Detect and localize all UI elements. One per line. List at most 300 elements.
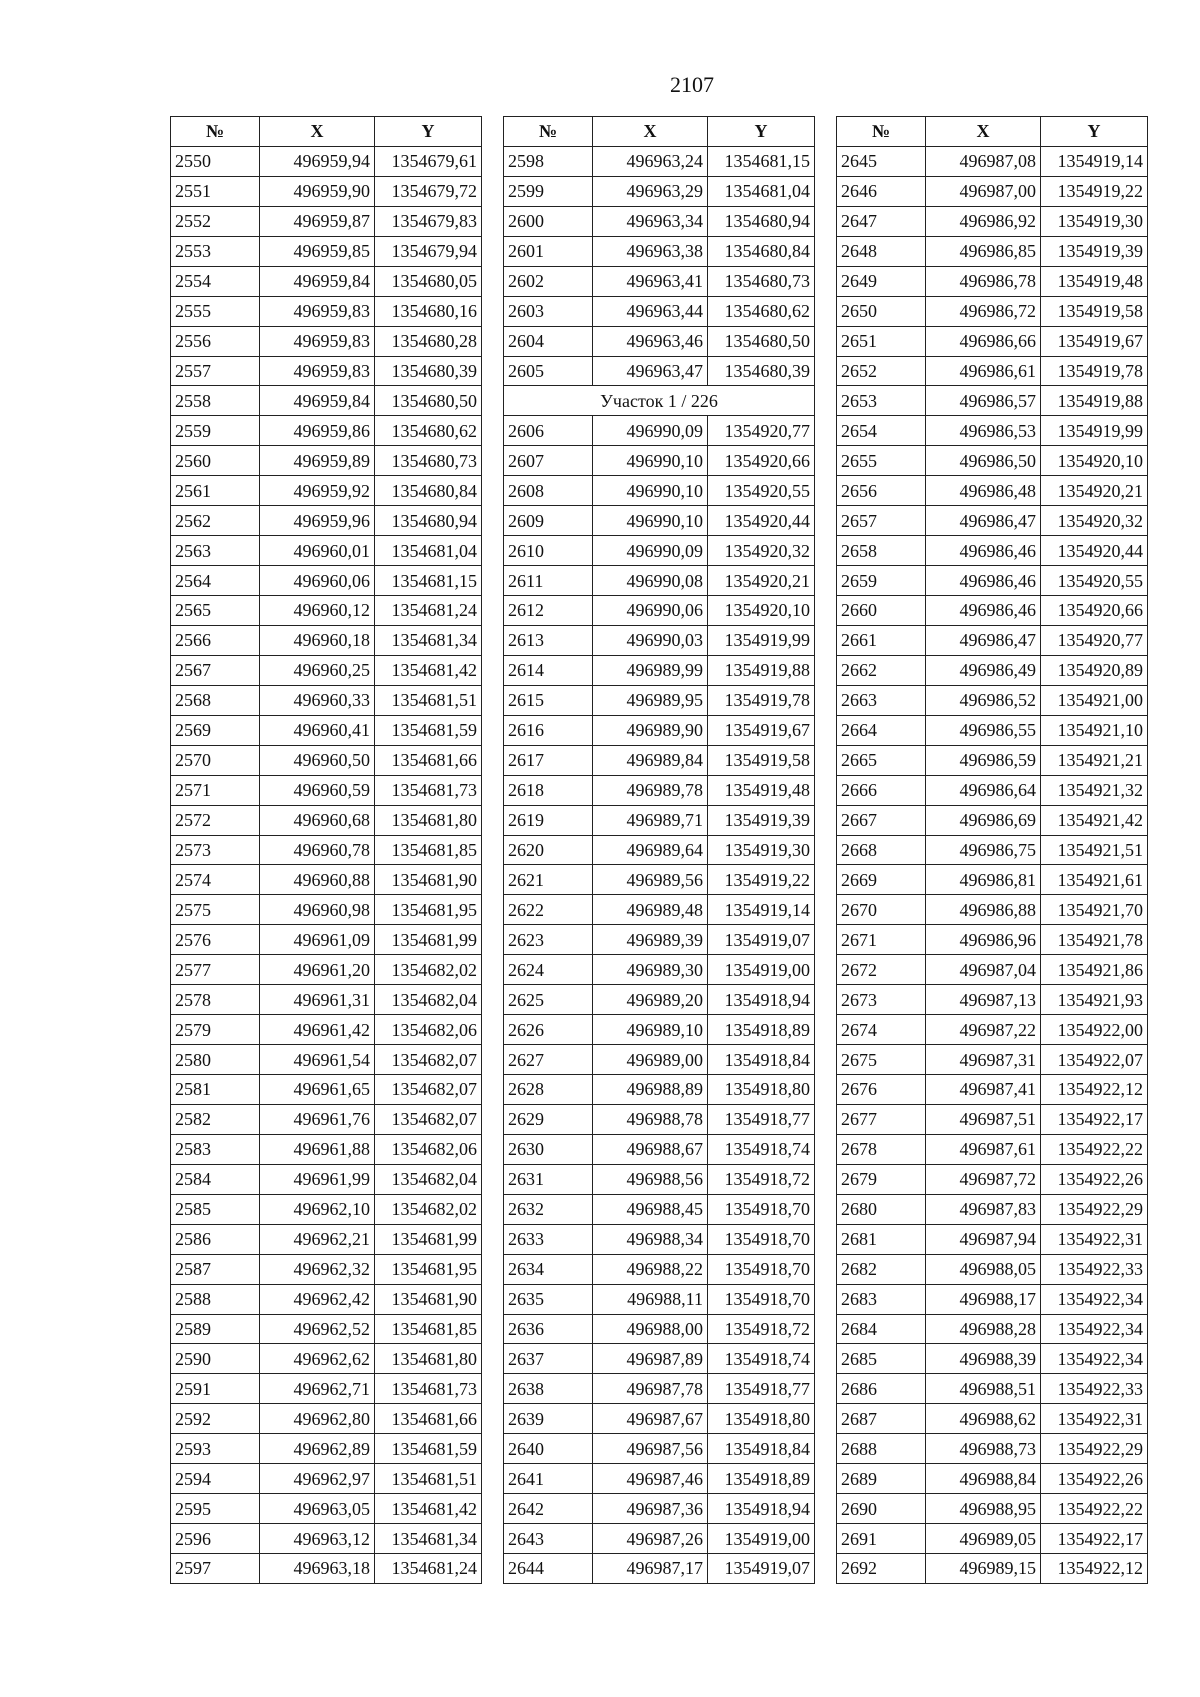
x-coordinate: 496988,22 [593,1254,708,1284]
table-row [171,955,482,985]
y-coordinate: 1354922,07 [1041,1045,1148,1075]
x-coordinate: 496988,62 [926,1404,1041,1434]
header-y: Y [1041,117,1148,147]
point-number: 2655 [837,446,926,476]
table-row [837,1015,1148,1045]
x-coordinate: 496986,66 [926,326,1041,356]
point-number: 2689 [837,1464,926,1494]
table-row [171,1344,482,1374]
y-coordinate: 1354919,14 [708,895,815,925]
point-number: 2625 [504,985,593,1015]
y-coordinate: 1354919,48 [708,775,815,805]
x-coordinate: 496986,47 [926,506,1041,536]
table-row [837,236,1148,266]
table-row [837,446,1148,476]
point-number: 2556 [171,326,260,356]
point-number: 2582 [171,1104,260,1134]
x-coordinate: 496988,84 [926,1464,1041,1494]
point-number: 2586 [171,1224,260,1254]
point-number: 2639 [504,1404,593,1434]
x-coordinate: 496959,86 [260,416,375,446]
y-coordinate: 1354681,42 [375,655,482,685]
y-coordinate: 1354918,74 [708,1344,815,1374]
y-coordinate: 1354922,31 [1041,1224,1148,1254]
x-coordinate: 496963,05 [260,1494,375,1524]
table-row [171,416,482,446]
point-number: 2562 [171,506,260,536]
y-coordinate: 1354681,95 [375,1254,482,1284]
x-coordinate: 496987,31 [926,1045,1041,1075]
point-number: 2627 [504,1045,593,1075]
point-number: 2670 [837,895,926,925]
point-number: 2657 [837,506,926,536]
y-coordinate: 1354681,99 [375,1224,482,1254]
table-row [171,1284,482,1314]
x-coordinate: 496987,17 [593,1554,708,1584]
point-number: 2676 [837,1075,926,1105]
y-coordinate: 1354922,31 [1041,1404,1148,1434]
point-number: 2662 [837,655,926,685]
table-row [837,1284,1148,1314]
x-coordinate: 496961,20 [260,955,375,985]
table-row [504,865,815,895]
x-coordinate: 496988,51 [926,1374,1041,1404]
table-row [504,1344,815,1374]
table-row [504,1284,815,1314]
point-number: 2574 [171,865,260,895]
y-coordinate: 1354682,06 [375,1134,482,1164]
point-number: 2667 [837,805,926,835]
x-coordinate: 496986,72 [926,296,1041,326]
coordinates-table-1 [170,116,482,1584]
x-coordinate: 496960,01 [260,536,375,566]
table-row [504,1075,815,1105]
table-row [171,1464,482,1494]
y-coordinate: 1354681,34 [375,625,482,655]
y-coordinate: 1354920,32 [708,536,815,566]
y-coordinate: 1354681,15 [375,566,482,596]
point-number: 2668 [837,835,926,865]
point-number: 2644 [504,1554,593,1584]
x-coordinate: 496989,15 [926,1554,1041,1584]
point-number: 2649 [837,266,926,296]
table-row [837,1224,1148,1254]
y-coordinate: 1354919,99 [708,625,815,655]
point-number: 2585 [171,1194,260,1224]
table-row [837,1104,1148,1134]
table-row [504,1015,815,1045]
point-number: 2554 [171,266,260,296]
x-coordinate: 496962,97 [260,1464,375,1494]
y-coordinate: 1354920,21 [708,566,815,596]
y-coordinate: 1354921,32 [1041,775,1148,805]
point-number: 2581 [171,1075,260,1105]
x-coordinate: 496962,10 [260,1194,375,1224]
y-coordinate: 1354921,70 [1041,895,1148,925]
x-coordinate: 496986,92 [926,206,1041,236]
table-row [504,655,815,685]
point-number: 2635 [504,1284,593,1314]
x-coordinate: 496990,08 [593,566,708,596]
y-coordinate: 1354680,73 [708,266,815,296]
x-coordinate: 496989,84 [593,745,708,775]
x-coordinate: 496987,89 [593,1344,708,1374]
table-row [171,266,482,296]
y-coordinate: 1354679,72 [375,176,482,206]
point-number: 2550 [171,146,260,176]
point-number: 2622 [504,895,593,925]
point-number: 2630 [504,1134,593,1164]
point-number: 2653 [837,386,926,416]
y-coordinate: 1354921,86 [1041,955,1148,985]
x-coordinate: 496986,46 [926,596,1041,626]
y-coordinate: 1354680,62 [708,296,815,326]
table-row [504,985,815,1015]
point-number: 2636 [504,1314,593,1344]
y-coordinate: 1354919,78 [1041,356,1148,386]
table-row [837,685,1148,715]
point-number: 2602 [504,266,593,296]
table-row [171,895,482,925]
x-coordinate: 496959,94 [260,146,375,176]
x-coordinate: 496961,65 [260,1075,375,1105]
y-coordinate: 1354920,77 [708,416,815,446]
x-coordinate: 496986,75 [926,835,1041,865]
point-number: 2656 [837,476,926,506]
y-coordinate: 1354920,21 [1041,476,1148,506]
y-coordinate: 1354680,50 [708,326,815,356]
x-coordinate: 496988,78 [593,1104,708,1134]
point-number: 2589 [171,1314,260,1344]
y-coordinate: 1354682,06 [375,1015,482,1045]
x-coordinate: 496990,09 [593,536,708,566]
x-coordinate: 496960,18 [260,625,375,655]
table-row [837,536,1148,566]
y-coordinate: 1354918,72 [708,1164,815,1194]
point-number: 2588 [171,1284,260,1314]
point-number: 2565 [171,596,260,626]
y-coordinate: 1354922,12 [1041,1554,1148,1584]
point-number: 2638 [504,1374,593,1404]
point-number: 2685 [837,1344,926,1374]
y-coordinate: 1354918,89 [708,1464,815,1494]
y-coordinate: 1354922,22 [1041,1494,1148,1524]
point-number: 2650 [837,296,926,326]
x-coordinate: 496988,67 [593,1134,708,1164]
y-coordinate: 1354919,22 [1041,176,1148,206]
table-row [837,805,1148,835]
x-coordinate: 496988,34 [593,1224,708,1254]
x-coordinate: 496988,56 [593,1164,708,1194]
x-coordinate: 496989,30 [593,955,708,985]
y-coordinate: 1354919,99 [1041,416,1148,446]
y-coordinate: 1354919,39 [1041,236,1148,266]
y-coordinate: 1354680,50 [375,386,482,416]
y-coordinate: 1354922,12 [1041,1075,1148,1105]
y-coordinate: 1354922,33 [1041,1374,1148,1404]
point-number: 2686 [837,1374,926,1404]
y-coordinate: 1354681,90 [375,865,482,895]
table-row [837,1194,1148,1224]
x-coordinate: 496963,38 [593,236,708,266]
x-coordinate: 496960,06 [260,566,375,596]
point-number: 2596 [171,1524,260,1554]
table-row [504,1554,815,1584]
y-coordinate: 1354919,48 [1041,266,1148,296]
y-coordinate: 1354918,70 [708,1284,815,1314]
y-coordinate: 1354922,26 [1041,1464,1148,1494]
table-row [837,296,1148,326]
y-coordinate: 1354681,99 [375,925,482,955]
x-coordinate: 496989,90 [593,715,708,745]
x-coordinate: 496959,87 [260,206,375,236]
y-coordinate: 1354680,73 [375,446,482,476]
x-coordinate: 496963,34 [593,206,708,236]
point-number: 2688 [837,1434,926,1464]
x-coordinate: 496963,24 [593,146,708,176]
x-coordinate: 496987,67 [593,1404,708,1434]
table-row [171,1015,482,1045]
table-row [504,566,815,596]
x-coordinate: 496962,52 [260,1314,375,1344]
y-coordinate: 1354920,10 [1041,446,1148,476]
table-row [171,1434,482,1464]
table-row [504,1134,815,1164]
point-number: 2614 [504,655,593,685]
x-coordinate: 496988,89 [593,1075,708,1105]
y-coordinate: 1354921,93 [1041,985,1148,1015]
y-coordinate: 1354920,32 [1041,506,1148,536]
table-row [171,296,482,326]
x-coordinate: 496986,61 [926,356,1041,386]
y-coordinate: 1354918,77 [708,1104,815,1134]
x-coordinate: 496988,95 [926,1494,1041,1524]
point-number: 2665 [837,745,926,775]
x-coordinate: 496959,90 [260,176,375,206]
x-coordinate: 496986,81 [926,865,1041,895]
table-row [171,386,482,416]
table-row [504,206,815,236]
x-coordinate: 496963,44 [593,296,708,326]
point-number: 2594 [171,1464,260,1494]
point-number: 2598 [504,146,593,176]
table-row [837,895,1148,925]
table-row [504,236,815,266]
y-coordinate: 1354681,24 [375,596,482,626]
x-coordinate: 496961,31 [260,985,375,1015]
table-row [171,356,482,386]
point-number: 2659 [837,566,926,596]
y-coordinate: 1354681,73 [375,775,482,805]
y-coordinate: 1354679,61 [375,146,482,176]
x-coordinate: 496986,64 [926,775,1041,805]
y-coordinate: 1354922,00 [1041,1015,1148,1045]
x-coordinate: 496989,78 [593,775,708,805]
point-number: 2663 [837,685,926,715]
x-coordinate: 496987,56 [593,1434,708,1464]
x-coordinate: 496989,64 [593,835,708,865]
x-coordinate: 496987,00 [926,176,1041,206]
x-coordinate: 496962,32 [260,1254,375,1284]
x-coordinate: 496960,88 [260,865,375,895]
x-coordinate: 496961,88 [260,1134,375,1164]
x-coordinate: 496988,17 [926,1284,1041,1314]
x-coordinate: 496962,80 [260,1404,375,1434]
point-number: 2646 [837,176,926,206]
table-row [171,865,482,895]
x-coordinate: 496962,42 [260,1284,375,1314]
table-row [837,266,1148,296]
y-coordinate: 1354919,07 [708,1554,815,1584]
point-number: 2684 [837,1314,926,1344]
table-row [837,476,1148,506]
point-number: 2658 [837,536,926,566]
table-row [504,146,815,176]
y-coordinate: 1354918,72 [708,1314,815,1344]
header-x: X [260,117,375,147]
point-number: 2616 [504,715,593,745]
table-row [504,296,815,326]
table-row [504,805,815,835]
y-coordinate: 1354681,80 [375,805,482,835]
y-coordinate: 1354919,30 [708,835,815,865]
table-row [171,446,482,476]
point-number: 2621 [504,865,593,895]
point-number: 2623 [504,925,593,955]
y-coordinate: 1354921,61 [1041,865,1148,895]
point-number: 2577 [171,955,260,985]
point-number: 2569 [171,715,260,745]
x-coordinate: 496960,68 [260,805,375,835]
table-row [504,356,815,386]
point-number: 2626 [504,1015,593,1045]
point-number: 2603 [504,296,593,326]
x-coordinate: 496987,36 [593,1494,708,1524]
table-row [504,1404,815,1434]
x-coordinate: 496959,84 [260,386,375,416]
y-coordinate: 1354918,94 [708,1494,815,1524]
y-coordinate: 1354680,05 [375,266,482,296]
y-coordinate: 1354921,21 [1041,745,1148,775]
table-row [837,356,1148,386]
x-coordinate: 496987,13 [926,985,1041,1015]
x-coordinate: 496988,73 [926,1434,1041,1464]
table-row [171,1254,482,1284]
y-coordinate: 1354679,94 [375,236,482,266]
y-coordinate: 1354681,66 [375,1404,482,1434]
y-coordinate: 1354921,42 [1041,805,1148,835]
point-number: 2680 [837,1194,926,1224]
y-coordinate: 1354682,04 [375,985,482,1015]
table-row [837,566,1148,596]
table-row [171,566,482,596]
y-coordinate: 1354682,02 [375,1194,482,1224]
point-number: 2654 [837,416,926,446]
x-coordinate: 496961,42 [260,1015,375,1045]
x-coordinate: 496959,83 [260,296,375,326]
y-coordinate: 1354919,67 [1041,326,1148,356]
point-number: 2666 [837,775,926,805]
point-number: 2573 [171,835,260,865]
point-number: 2641 [504,1464,593,1494]
x-coordinate: 496986,52 [926,685,1041,715]
point-number: 2674 [837,1015,926,1045]
x-coordinate: 496989,10 [593,1015,708,1045]
y-coordinate: 1354681,51 [375,685,482,715]
point-number: 2553 [171,236,260,266]
y-coordinate: 1354920,44 [1041,536,1148,566]
point-number: 2637 [504,1344,593,1374]
y-coordinate: 1354681,95 [375,895,482,925]
x-coordinate: 496986,88 [926,895,1041,925]
point-number: 2595 [171,1494,260,1524]
x-coordinate: 496959,92 [260,476,375,506]
point-number: 2607 [504,446,593,476]
y-coordinate: 1354918,80 [708,1404,815,1434]
x-coordinate: 496987,04 [926,955,1041,985]
x-coordinate: 496986,69 [926,805,1041,835]
table-row [504,596,815,626]
table-row [837,625,1148,655]
table-row [504,1374,815,1404]
table-row [504,895,815,925]
point-number: 2606 [504,416,593,446]
y-coordinate: 1354680,39 [708,356,815,386]
table-row [171,1404,482,1434]
y-coordinate: 1354919,00 [708,955,815,985]
x-coordinate: 496989,20 [593,985,708,1015]
y-coordinate: 1354922,29 [1041,1194,1148,1224]
table-row [504,1434,815,1464]
table-row [504,955,815,985]
x-coordinate: 496987,46 [593,1464,708,1494]
y-coordinate: 1354681,59 [375,1434,482,1464]
point-number: 2671 [837,925,926,955]
x-coordinate: 496959,89 [260,446,375,476]
point-number: 2647 [837,206,926,236]
table-header-row [171,117,482,147]
y-coordinate: 1354918,80 [708,1075,815,1105]
point-number: 2687 [837,1404,926,1434]
table-row [171,1164,482,1194]
x-coordinate: 496990,03 [593,625,708,655]
x-coordinate: 496986,85 [926,236,1041,266]
point-number: 2664 [837,715,926,745]
table-row [837,1314,1148,1344]
y-coordinate: 1354919,67 [708,715,815,745]
point-number: 2651 [837,326,926,356]
point-number: 2660 [837,596,926,626]
point-number: 2600 [504,206,593,236]
y-coordinate: 1354919,00 [708,1524,815,1554]
x-coordinate: 496986,48 [926,476,1041,506]
x-coordinate: 496963,41 [593,266,708,296]
y-coordinate: 1354681,51 [375,1464,482,1494]
table-row [837,715,1148,745]
point-number: 2571 [171,775,260,805]
point-number: 2679 [837,1164,926,1194]
table-row [504,835,815,865]
y-coordinate: 1354918,89 [708,1015,815,1045]
table-row [837,1434,1148,1464]
x-coordinate: 496960,98 [260,895,375,925]
x-coordinate: 496959,96 [260,506,375,536]
x-coordinate: 496989,48 [593,895,708,925]
x-coordinate: 496987,51 [926,1104,1041,1134]
point-number: 2564 [171,566,260,596]
point-number: 2682 [837,1254,926,1284]
point-number: 2563 [171,536,260,566]
